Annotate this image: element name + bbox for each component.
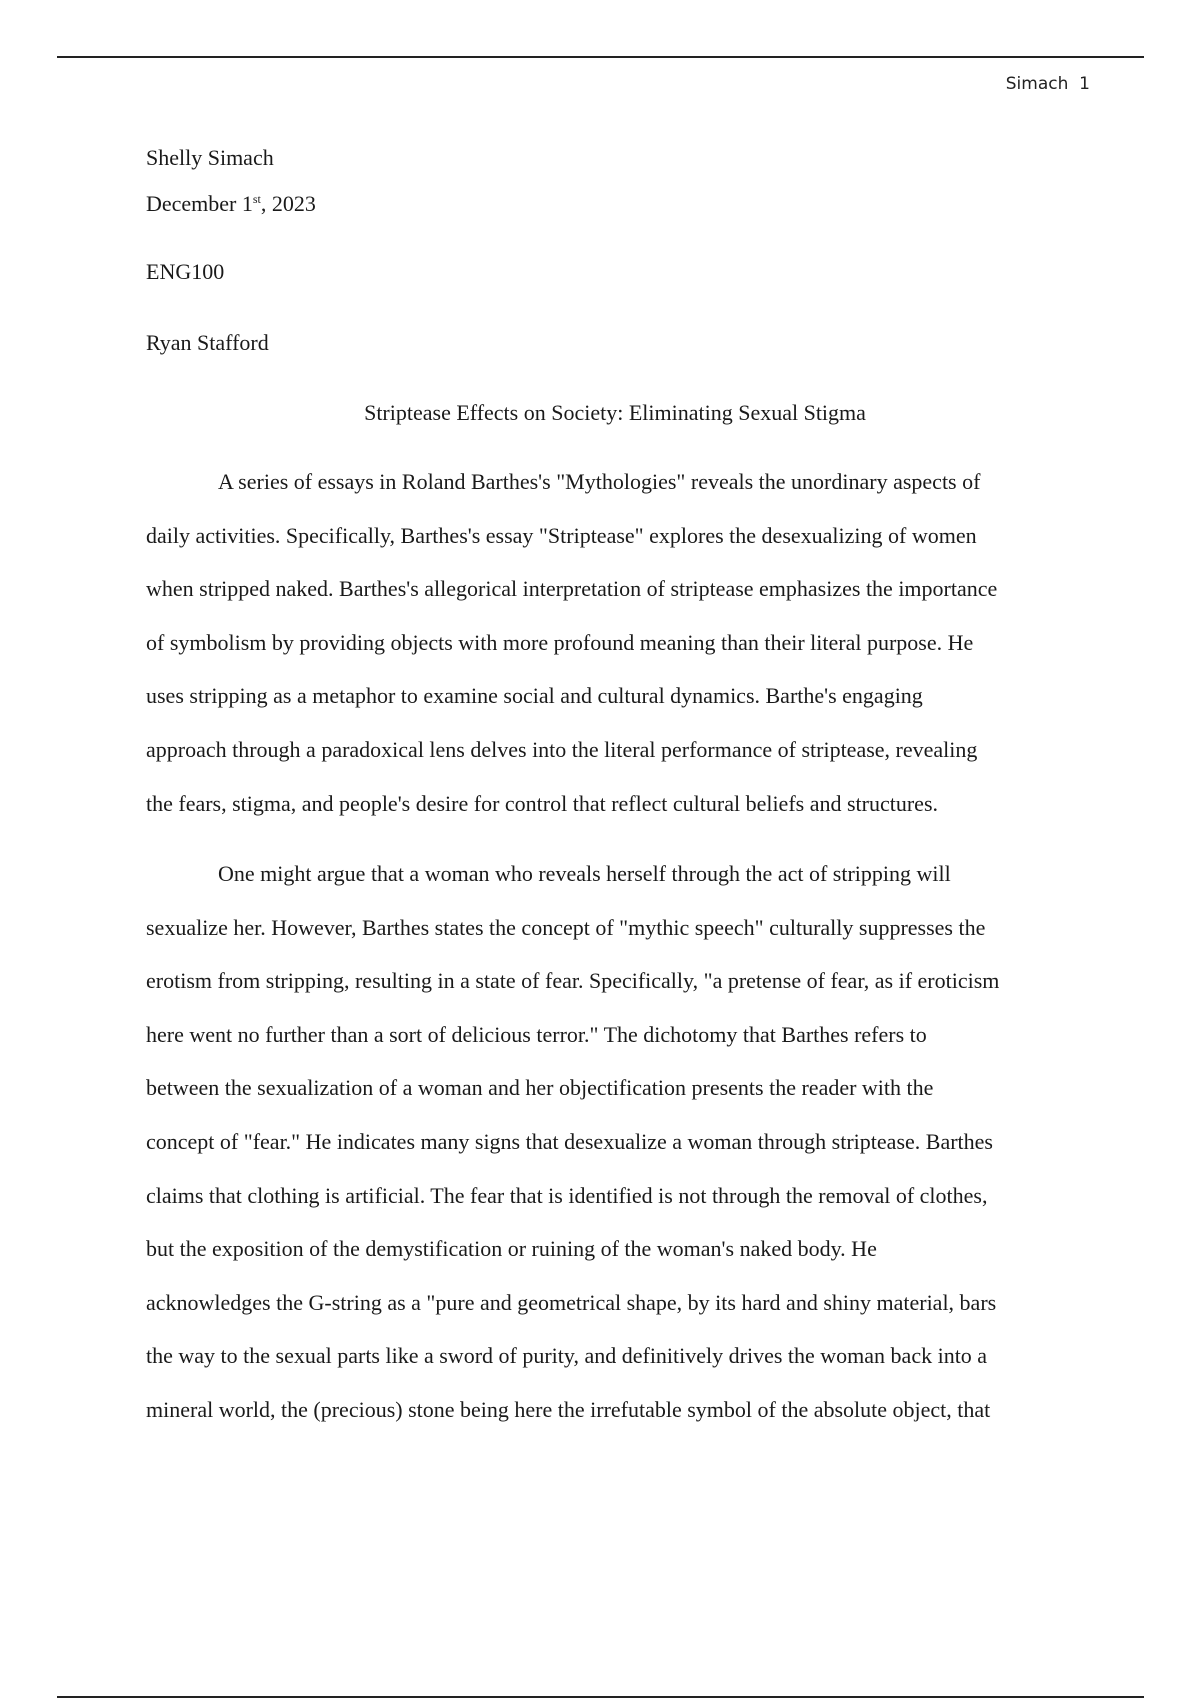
paragraph-line: erotism from stripping, resulting in a state of fear. Specifically, "a pretense of fear, as if eroticism (146, 968, 1000, 994)
paragraph-line: daily activities. Specifically, Barthes's essay "Striptease" explores the desexualizing of women (146, 522, 977, 548)
paragraph-line: A series of essays in Roland Barthes's "Mythologies" reveals the unordinary aspects of (218, 469, 981, 494)
top-border-rule (57, 56, 1144, 58)
paragraph-line: between the sexualization of a woman and her objectification presents the reader with the (146, 1075, 934, 1101)
paragraph-line: but the exposition of the demystification or ruining of the woman's naked body. He (146, 1236, 877, 1262)
paragraph-line: sexualize her. However, Barthes states the concept of "mythic speech" culturally suppresses the (146, 914, 986, 940)
paragraph-line: the way to the sexual parts like a sword of purity, and definitively drives the woman back into a (146, 1343, 988, 1369)
paragraph-2 (146, 859, 1096, 1449)
course-code: ENG100 (146, 259, 225, 284)
paragraph-line: of symbolism by providing objects with more profound meaning than their literal purpose. He (146, 629, 974, 655)
date-ordinal-suffix: st (252, 192, 261, 206)
paragraph-line: One might argue that a woman who reveals herself through the act of stripping will (218, 861, 951, 886)
paragraph-line: when stripped naked. Barthes's allegorical interpretation of striptease emphasizes the importance (146, 576, 998, 602)
date-year: , 2023 (260, 191, 316, 216)
essay-title: Striptease Effects on Society: Eliminating Sexual Stigma (364, 400, 866, 425)
date-prefix: December 1 (146, 191, 253, 216)
paragraph-line: the fears, stigma, and people's desire for control that reflect cultural beliefs and structures. (146, 790, 938, 816)
paragraph-line: here went no further than a sort of delicious terror." The dichotomy that Barthes refers to (146, 1021, 927, 1047)
paragraph-line: concept of "fear." He indicates many signs that desexualize a woman through striptease. Barthes (146, 1128, 993, 1154)
paragraph-line: mineral world, the (precious) stone being here the irrefutable symbol of the absolute object, that (146, 1396, 991, 1422)
paragraph-line: uses stripping as a metaphor to examine social and cultural dynamics. Barthe's engaging (146, 683, 923, 709)
paragraph-line: claims that clothing is artificial. The fear that is identified is not through the removal of clothes, (146, 1182, 988, 1208)
bottom-border-rule (57, 1696, 1144, 1698)
paragraph-1 (146, 467, 1096, 842)
author-name: Shelly Simach (146, 145, 274, 170)
paragraph-line: acknowledges the G-string as a "pure and geometrical shape, by its hard and shiny material, bars (146, 1289, 997, 1315)
essay-date (146, 189, 316, 219)
paragraph-line: approach through a paradoxical lens delves into the literal performance of striptease, revealing (146, 736, 978, 762)
instructor-name: Ryan Stafford (146, 330, 269, 355)
running-head-page-number: Simach 1 (1005, 74, 1090, 94)
